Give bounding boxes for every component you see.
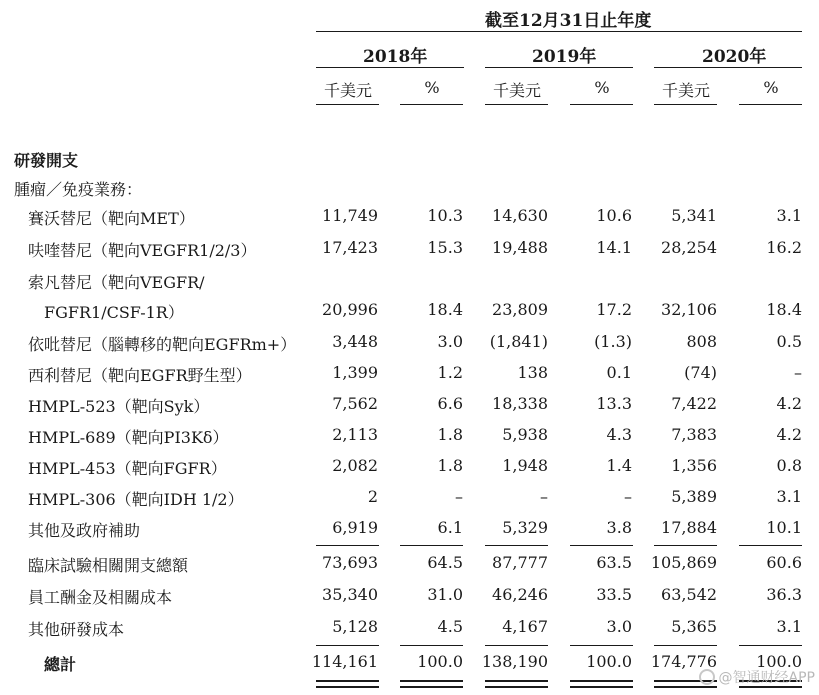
table-cell: 17.2 xyxy=(596,300,632,319)
table-cell: 4.2 xyxy=(776,425,802,444)
row-label: 其他研發成本 xyxy=(28,620,125,639)
table-cell: 7,562 xyxy=(332,394,378,413)
year-2020: 2020年 xyxy=(702,47,767,67)
table-cell: 13.3 xyxy=(596,394,632,413)
table-cell: 5,128 xyxy=(332,617,378,636)
table-cell: 10.1 xyxy=(766,518,802,537)
unit-underline xyxy=(739,104,802,105)
pretotal-rule xyxy=(400,645,463,646)
table-cell: 5,329 xyxy=(502,518,548,537)
table-cell: 5,938 xyxy=(502,425,548,444)
table-cell: 808 xyxy=(686,332,717,351)
unit-label: % xyxy=(594,78,610,97)
unit-underline xyxy=(400,104,463,105)
table-cell: 28,254 xyxy=(661,238,717,257)
table-cell: 23,809 xyxy=(492,300,548,319)
table-cell: – xyxy=(794,363,802,382)
table-cell: 35,340 xyxy=(322,585,378,604)
table-cell: – xyxy=(624,487,632,506)
table-cell: 114,161 xyxy=(311,652,378,671)
subtotal-rule xyxy=(485,545,548,546)
year-2019-underline xyxy=(485,67,633,68)
table-cell: 4,167 xyxy=(502,617,548,636)
row-label: HMPL-689（靶向PI3Kδ） xyxy=(28,428,229,447)
row-label: 西利替尼（靶向EGFR野生型） xyxy=(28,366,252,385)
table-cell: 36.3 xyxy=(766,585,802,604)
table-cell: 174,776 xyxy=(650,652,717,671)
table-cell: – xyxy=(540,487,548,506)
table-cell: 11,749 xyxy=(322,206,378,225)
table-cell: 18.4 xyxy=(766,300,802,319)
table-cell: 4.5 xyxy=(437,617,463,636)
subtotal-rule xyxy=(570,545,633,546)
pretotal-rule xyxy=(654,645,717,646)
table-cell: 17,423 xyxy=(322,238,378,257)
table-cell: 100.0 xyxy=(586,652,632,671)
subtotal-rule xyxy=(400,545,463,546)
table-cell: 3.1 xyxy=(776,206,802,225)
table-cell: 32,106 xyxy=(661,300,717,319)
table-cell: 0.8 xyxy=(776,456,802,475)
table-cell: 20,996 xyxy=(322,300,378,319)
unit-label: 千美元 xyxy=(661,81,710,100)
table-cell: 1.8 xyxy=(437,425,463,444)
table-cell: 3.1 xyxy=(776,487,802,506)
table-cell: 6.6 xyxy=(437,394,463,413)
row-label: 呋喹替尼（靶向VEGFR1/2/3） xyxy=(28,241,257,260)
table-cell: 18.4 xyxy=(427,300,463,319)
year-2019: 2019年 xyxy=(532,47,597,67)
table-cell: 18,338 xyxy=(492,394,548,413)
table-cell: 6.1 xyxy=(437,518,463,537)
table-cell: 33.5 xyxy=(596,585,632,604)
unit-label: % xyxy=(424,78,440,97)
unit-label: 千美元 xyxy=(323,81,372,100)
total-double-rule xyxy=(316,686,379,688)
table-cell: 5,389 xyxy=(671,487,717,506)
table-cell: 31.0 xyxy=(427,585,463,604)
row-label: 賽沃替尼（靶向MET） xyxy=(28,209,195,228)
section-title: 研發開支 xyxy=(14,151,79,170)
pretotal-rule xyxy=(316,645,379,646)
table-cell: 73,693 xyxy=(322,553,378,572)
watermark-text: @智通财经APP xyxy=(718,670,815,686)
row-label: HMPL-453（靶向FGFR） xyxy=(28,459,227,478)
table-cell: 1,948 xyxy=(502,456,548,475)
pretotal-rule xyxy=(739,645,802,646)
row-label: 索凡替尼（靶向VEGFR/ xyxy=(28,273,205,292)
unit-label: % xyxy=(763,78,779,97)
table-cell: 2,082 xyxy=(332,456,378,475)
section-subtitle: 腫瘤／免疫業務： xyxy=(14,180,143,199)
table-cell: 7,422 xyxy=(671,394,717,413)
table-cell: 64.5 xyxy=(427,553,463,572)
table-cell: 0.5 xyxy=(776,332,802,351)
unit-label: 千美元 xyxy=(492,81,541,100)
table-cell: 3.1 xyxy=(776,617,802,636)
table-cell: 16.2 xyxy=(766,238,802,257)
table-cell: – xyxy=(455,487,463,506)
table-cell: 15.3 xyxy=(427,238,463,257)
row-label: FGFR1/CSF-1R） xyxy=(44,303,184,322)
table-cell: 14,630 xyxy=(492,206,548,225)
total-double-rule xyxy=(485,680,548,682)
table-cell: 4.2 xyxy=(776,394,802,413)
row-label: HMPL-523（靶向Syk） xyxy=(28,397,210,416)
table-cell: 1.8 xyxy=(437,456,463,475)
pretotal-rule xyxy=(570,645,633,646)
table-cell: 87,777 xyxy=(492,553,548,572)
table-cell: 2 xyxy=(367,487,378,506)
table-cell: 46,246 xyxy=(492,585,548,604)
period-underline xyxy=(316,31,802,32)
table-cell: 3,448 xyxy=(332,332,378,351)
row-label: 臨床試驗相關開支總額 xyxy=(28,556,189,575)
table-cell: 5,365 xyxy=(671,617,717,636)
unit-underline xyxy=(485,104,548,105)
subtotal-rule xyxy=(654,545,717,546)
table-cell: 138,190 xyxy=(481,652,548,671)
table-cell: 14.1 xyxy=(596,238,632,257)
table-cell: 7,383 xyxy=(671,425,717,444)
table-cell: 1,399 xyxy=(332,363,378,382)
year-2018-underline xyxy=(316,67,464,68)
total-double-rule xyxy=(485,686,548,688)
row-label: HMPL-306（靶向IDH 1/2） xyxy=(28,490,244,509)
year-2018: 2018年 xyxy=(363,47,428,67)
table-cell: 100.0 xyxy=(756,652,802,671)
year-2020-underline xyxy=(654,67,802,68)
table-cell: 19,488 xyxy=(492,238,548,257)
table-cell: 10.3 xyxy=(427,206,463,225)
table-cell: 6,919 xyxy=(332,518,378,537)
table-cell: 3.0 xyxy=(606,617,632,636)
total-double-rule xyxy=(400,686,463,688)
subtotal-rule xyxy=(739,545,802,546)
table-cell: 1,356 xyxy=(671,456,717,475)
table-cell: 0.1 xyxy=(606,363,632,382)
table-cell: (1.3) xyxy=(594,332,632,351)
total-double-rule xyxy=(570,680,633,682)
table-cell: (74) xyxy=(684,363,717,382)
table-cell: 63.5 xyxy=(596,553,632,572)
total-double-rule xyxy=(400,680,463,682)
table-cell: 138 xyxy=(517,363,548,382)
period-title: 截至12月31日止年度 xyxy=(485,11,652,31)
table-cell: 60.6 xyxy=(766,553,802,572)
table-cell: 3.0 xyxy=(437,332,463,351)
row-label: 員工酬金及相關成本 xyxy=(28,588,173,607)
table-cell: 105,869 xyxy=(650,553,717,572)
row-label: 依吡替尼（腦轉移的靶向EGFRm+） xyxy=(28,335,297,354)
table-cell: (1,841) xyxy=(489,332,548,351)
unit-underline xyxy=(654,104,717,105)
table-cell: 5,341 xyxy=(671,206,717,225)
total-double-rule xyxy=(570,686,633,688)
table-cell: 10.6 xyxy=(596,206,632,225)
unit-underline xyxy=(316,104,379,105)
subtotal-rule xyxy=(316,545,379,546)
watermark xyxy=(699,667,815,687)
table-cell: 1.4 xyxy=(606,456,632,475)
pretotal-rule xyxy=(485,645,548,646)
row-label: 其他及政府補助 xyxy=(28,521,141,540)
total-double-rule xyxy=(316,680,379,682)
table-cell: 17,884 xyxy=(661,518,717,537)
row-label: 總計 xyxy=(44,655,77,674)
watermark-logo-icon xyxy=(699,669,715,685)
unit-underline xyxy=(570,104,633,105)
table-cell: 3.8 xyxy=(606,518,632,537)
table-cell: 100.0 xyxy=(417,652,463,671)
table-cell: 4.3 xyxy=(606,425,632,444)
table-cell: 2,113 xyxy=(332,425,378,444)
table-cell: 1.2 xyxy=(437,363,463,382)
table-cell: 63,542 xyxy=(661,585,717,604)
